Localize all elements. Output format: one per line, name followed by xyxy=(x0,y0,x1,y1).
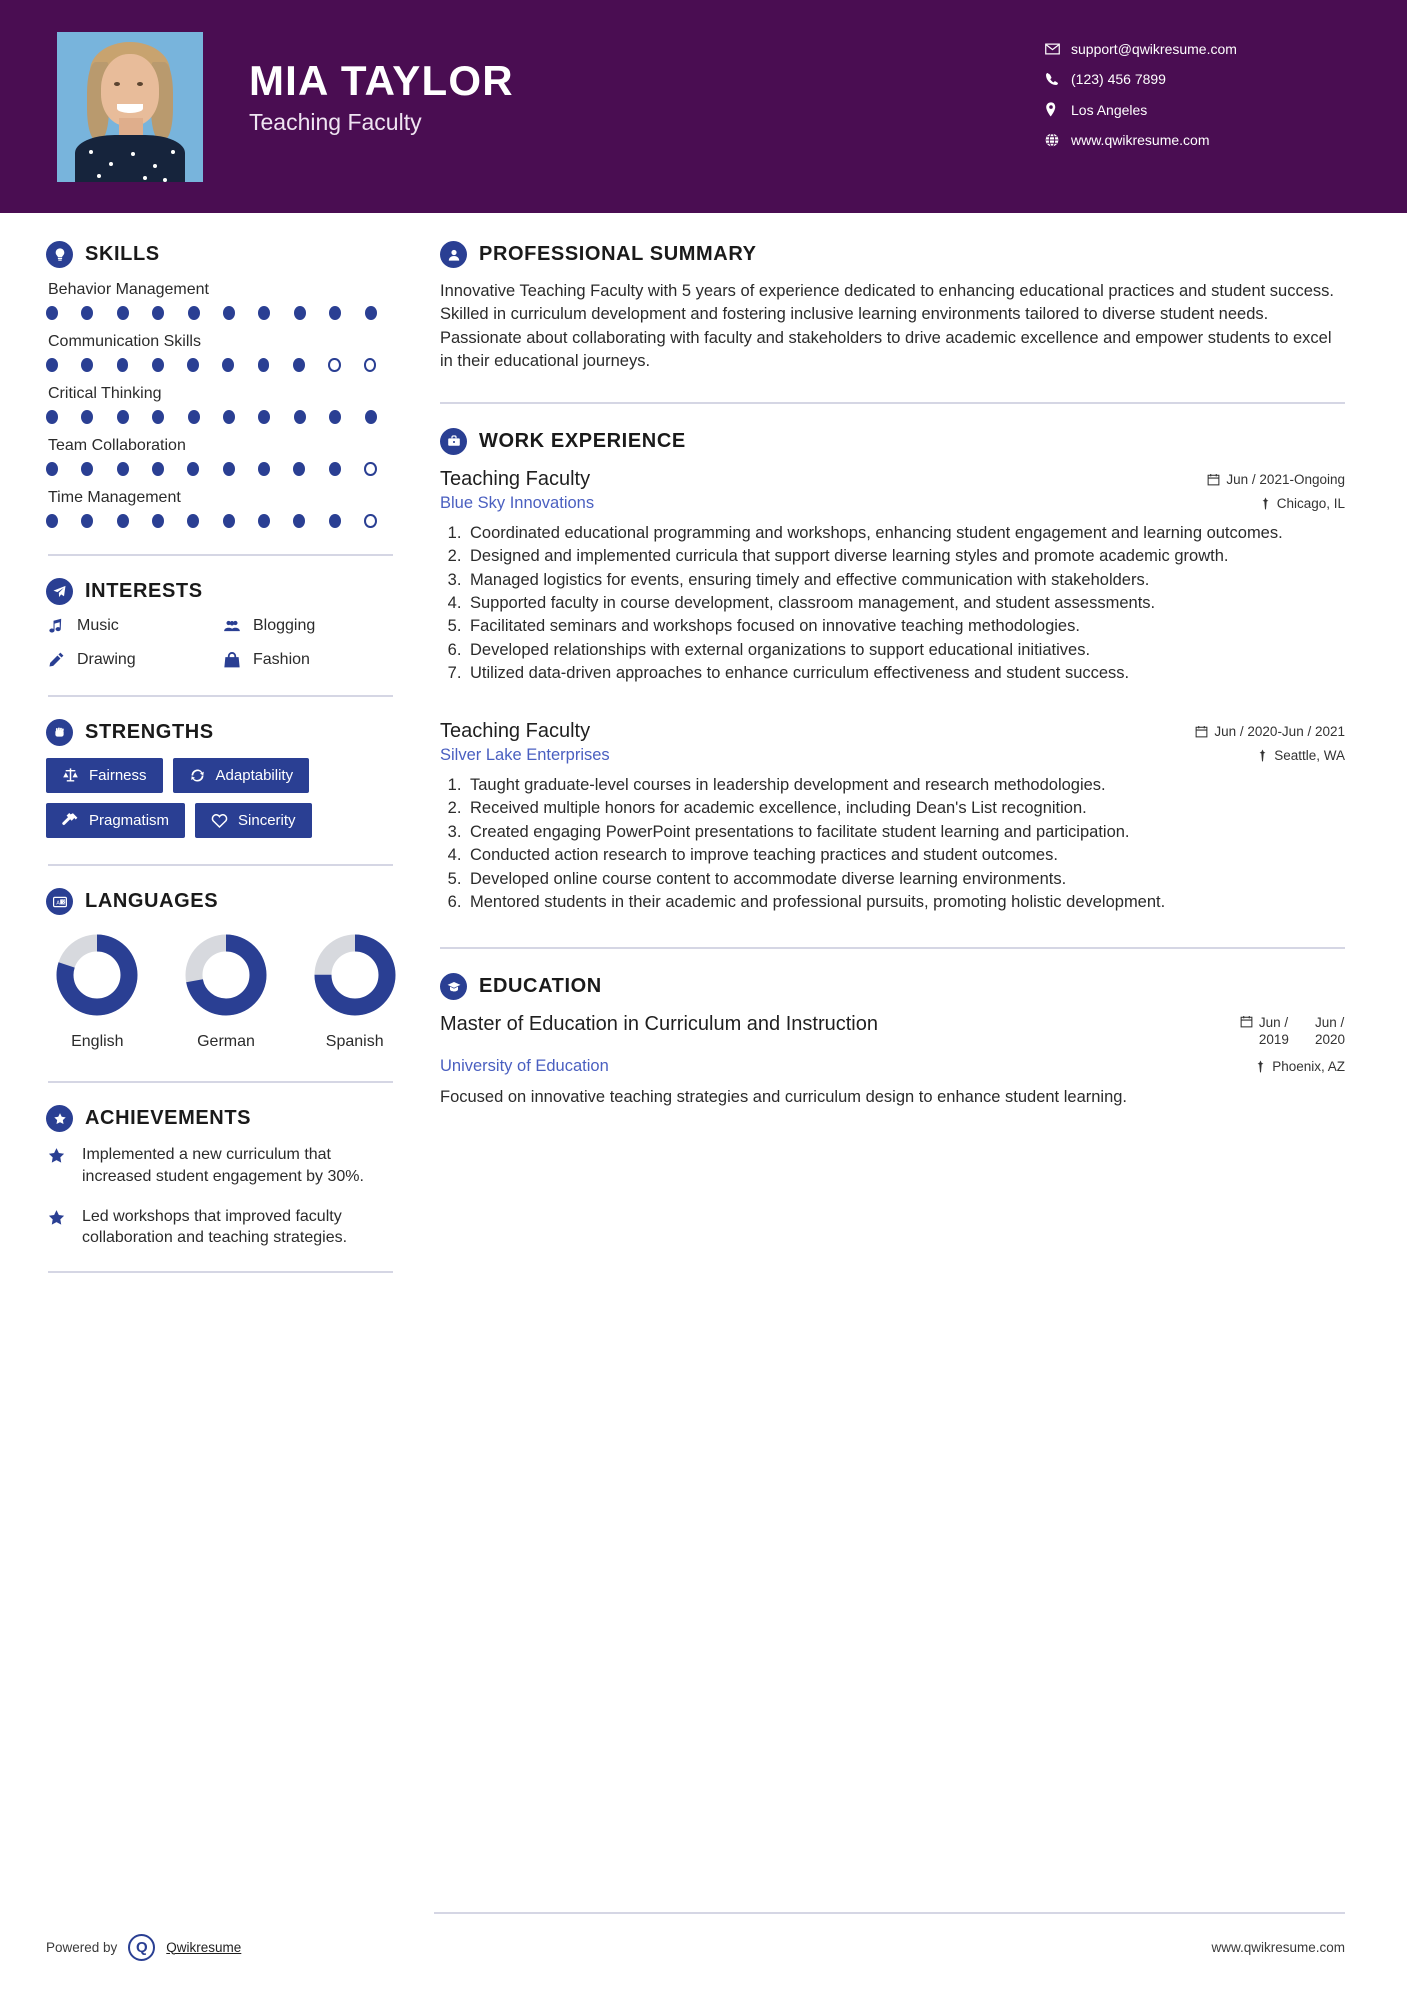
rating-dot-filled xyxy=(152,358,164,372)
interest-label: Drawing xyxy=(77,651,136,668)
interest-item xyxy=(222,617,400,635)
skill-rating xyxy=(46,306,400,320)
achievement-item xyxy=(46,1144,400,1188)
job-responsibility-list xyxy=(466,774,1345,914)
interest-label: Blogging xyxy=(253,617,316,634)
job-role-subtitle: Teaching Faculty xyxy=(249,109,422,136)
section-title-experience: WORK EXPERIENCE xyxy=(479,429,686,452)
job-location xyxy=(1257,748,1345,763)
language-item xyxy=(181,933,272,1051)
phone-icon xyxy=(1045,72,1067,86)
job-responsibility: 2. Received multiple honors for academic excellence, including Dean's List recognition. xyxy=(466,797,1345,819)
skill-rating xyxy=(46,358,400,372)
education-end-year: 2020 xyxy=(1314,1032,1345,1048)
rating-dot-filled xyxy=(152,306,164,320)
interests-list xyxy=(46,617,400,669)
page-title: MIA TAYLOR xyxy=(249,56,514,104)
rating-dot-filled xyxy=(46,514,58,528)
pencil-icon xyxy=(46,651,66,669)
section-title-achievements: ACHIEVEMENTS xyxy=(85,1107,252,1129)
education-end-label: Jun / xyxy=(1314,1015,1345,1031)
job-dates-value: Jun / 2021-Ongoing xyxy=(1226,471,1345,487)
briefcase-icon xyxy=(440,428,467,455)
summary-text: Innovative Teaching Faculty with 5 years of experience dedicated to enhancing educational practices and student success. Skilled in curriculum development and fostering inclusive learning environments tailored to diverse student needs. Passionate about collaborating with faculty and stakeholders to drive academic excellence and empower students to excel in their educational journeys. xyxy=(440,282,1334,371)
handbag-icon xyxy=(222,651,242,669)
rating-dot-filled xyxy=(258,410,270,424)
rating-dot-filled xyxy=(117,514,129,528)
rating-dot-filled xyxy=(329,410,341,424)
language-label: Spanish xyxy=(325,1033,384,1050)
section-title-strengths: STRENGTHS xyxy=(85,721,214,743)
svg-text:A: A xyxy=(55,899,60,906)
job-location xyxy=(1260,496,1345,511)
section-title-summary: PROFESSIONAL SUMMARY xyxy=(479,243,757,265)
interest-item xyxy=(46,651,222,669)
rating-dot-filled xyxy=(187,462,199,476)
footer-website[interactable]: www.qwikresume.com xyxy=(1211,1939,1345,1955)
rating-dot-filled xyxy=(294,410,306,424)
rating-dot-filled xyxy=(329,514,341,528)
paper-plane-icon xyxy=(46,578,73,605)
divider xyxy=(434,1912,1345,1914)
section-title-interests: INTERESTS xyxy=(85,580,203,602)
education-start-label: Jun / xyxy=(1258,1015,1289,1031)
rating-dot-filled xyxy=(152,514,164,528)
rating-dot-filled xyxy=(293,514,305,528)
rating-dot-filled xyxy=(46,358,58,372)
rating-dot-filled xyxy=(188,306,200,320)
section-header-interests xyxy=(46,578,400,605)
section-title-languages: LANGUAGES xyxy=(85,890,219,912)
rating-dot-filled xyxy=(46,306,58,320)
envelope-icon xyxy=(1045,43,1067,55)
rating-dot-filled xyxy=(329,462,341,476)
job-responsibility: 6. Developed relationships with external organizations to support educational initiatives. xyxy=(466,639,1345,661)
rating-dot-filled xyxy=(365,306,377,320)
job-location-value: Seattle, WA xyxy=(1274,747,1345,763)
rating-dot-filled xyxy=(294,306,306,320)
skill-rating xyxy=(46,410,400,424)
rating-dot-empty xyxy=(328,358,340,372)
achievements-list xyxy=(46,1144,400,1249)
rating-dot-filled xyxy=(293,462,305,476)
fist-icon xyxy=(46,719,73,746)
strength-chip xyxy=(46,758,163,793)
rating-dot-filled xyxy=(223,306,235,320)
job-responsibility: 3. Managed logistics for events, ensuring timely and effective communication with stakeholders. xyxy=(466,569,1345,591)
rating-dot-filled xyxy=(81,410,93,424)
job-responsibility: 1. Coordinated educational programming and workshops, enhancing student engagement and learning outcomes. xyxy=(466,522,1345,544)
rating-dot-filled xyxy=(81,306,93,320)
qwikresume-logo-icon: Q xyxy=(128,1934,155,1961)
job-responsibility: 6. Mentored students in their academic and professional pursuits, promoting holistic development. xyxy=(466,891,1345,913)
contact-phone-value: (123) 456 7899 xyxy=(1071,71,1166,87)
rating-dot-filled xyxy=(223,462,235,476)
strengths-list xyxy=(46,758,396,838)
divider xyxy=(48,1271,393,1273)
achievement-text: Implemented a new curriculum that increased student engagement by 30%. xyxy=(82,1146,364,1185)
skill-rating xyxy=(46,514,400,528)
contact-location-value: Los Angeles xyxy=(1071,101,1148,118)
strength-label: Fairness xyxy=(89,767,147,784)
divider xyxy=(440,947,1345,949)
scales-icon xyxy=(62,767,79,784)
rating-dot-filled xyxy=(117,306,129,320)
section-header-skills xyxy=(46,241,400,268)
education-start-year: 2019 xyxy=(1258,1032,1289,1048)
rating-dot-filled xyxy=(187,358,199,372)
job-dates xyxy=(1207,467,1345,487)
strength-chip xyxy=(173,758,310,793)
education-description: Focused on innovative teaching strategies and curriculum design to enhance student learning. xyxy=(440,1088,1128,1107)
job-company: Blue Sky Innovations xyxy=(440,493,595,512)
rating-dot-filled xyxy=(187,514,199,528)
education-dates xyxy=(1240,1012,1345,1049)
experience-entry xyxy=(440,719,1345,914)
rating-dot-filled xyxy=(258,462,270,476)
interest-item xyxy=(222,651,400,669)
main-content xyxy=(400,213,1407,1295)
sidebar xyxy=(0,213,400,1295)
rating-dot-filled xyxy=(46,410,58,424)
contact-list xyxy=(1045,42,1345,163)
rating-dot-filled xyxy=(117,410,129,424)
page-footer xyxy=(0,1904,1407,1990)
rating-dot-filled xyxy=(46,462,58,476)
rating-dot-filled xyxy=(117,358,129,372)
skill-rating xyxy=(46,462,400,476)
footer-branding xyxy=(46,1934,241,1961)
job-company: Silver Lake Enterprises xyxy=(440,745,610,764)
contact-email-value: support@qwikresume.com xyxy=(1071,41,1237,57)
language-item xyxy=(309,933,400,1051)
user-circle-icon xyxy=(440,241,467,268)
resume-body xyxy=(0,213,1407,1295)
strength-label: Pragmatism xyxy=(89,812,170,829)
job-responsibility: 3. Created engaging PowerPoint presentations to facilitate student learning and participation. xyxy=(466,821,1345,843)
job-title: Teaching Faculty xyxy=(440,719,591,742)
language-label: English xyxy=(71,1033,124,1050)
section-header-experience xyxy=(440,428,1345,455)
section-header-education xyxy=(440,973,1345,1000)
translate-icon xyxy=(46,888,73,915)
education-entry xyxy=(440,1012,1345,1109)
divider xyxy=(440,402,1345,404)
job-responsibility-list xyxy=(466,522,1345,685)
skill-label: Time Management xyxy=(48,489,181,506)
star-badge-icon xyxy=(46,1105,73,1132)
rating-dot-filled xyxy=(152,462,164,476)
rating-dot-filled xyxy=(81,462,93,476)
qwikresume-brand-link[interactable]: Qwikresume xyxy=(166,1939,242,1955)
achievement-text: Led workshops that improved faculty collaboration and teaching strategies. xyxy=(82,1207,348,1247)
lightbulb-icon xyxy=(46,241,73,268)
music-note-icon xyxy=(46,617,66,635)
interest-item xyxy=(46,617,222,635)
section-header-languages xyxy=(46,888,400,915)
achievement-star-icon xyxy=(46,1206,70,1250)
rating-dot-filled xyxy=(81,358,93,372)
contact-website[interactable] xyxy=(1045,133,1345,147)
rating-dot-filled xyxy=(223,410,235,424)
section-title-skills: SKILLS xyxy=(85,243,160,265)
profile-photo xyxy=(57,32,203,182)
strength-label: Adaptability xyxy=(215,767,294,784)
rating-dot-filled xyxy=(293,358,305,372)
divider xyxy=(48,864,393,866)
job-responsibility: 4. Conducted action research to improve teaching practices and student outcomes. xyxy=(466,844,1345,866)
education-school: University of Education xyxy=(440,1057,609,1076)
job-dates-value: Jun / 2020-Jun / 2021 xyxy=(1214,723,1345,739)
section-header-summary xyxy=(440,241,1345,268)
rating-dot-filled xyxy=(258,358,270,372)
skill-label: Team Collaboration xyxy=(48,437,186,454)
education-location-value: Phoenix, AZ xyxy=(1272,1059,1345,1075)
language-donut-chart xyxy=(184,933,268,1017)
job-title: Teaching Faculty xyxy=(440,467,591,490)
rating-dot-empty xyxy=(364,462,376,476)
skills-list xyxy=(46,281,400,528)
job-location-value: Chicago, IL xyxy=(1276,495,1345,511)
job-responsibility: 5. Developed online course content to accommodate diverse learning environments. xyxy=(466,868,1345,890)
location-pin-icon xyxy=(1045,102,1067,117)
section-title-education: EDUCATION xyxy=(479,975,602,998)
refresh-icon xyxy=(189,767,206,784)
divider xyxy=(48,695,393,697)
education-location xyxy=(1255,1059,1345,1074)
rating-dot-filled xyxy=(222,358,234,372)
name-block xyxy=(249,56,514,154)
language-label: German xyxy=(197,1033,255,1050)
rating-dot-filled xyxy=(117,462,129,476)
divider xyxy=(48,554,393,556)
contact-website-value: www.qwikresume.com xyxy=(1071,132,1210,148)
rating-dot-filled xyxy=(188,410,200,424)
skill-label: Communication Skills xyxy=(48,333,201,350)
education-degree: Master of Education in Curriculum and Instruction xyxy=(440,1013,878,1036)
job-responsibility: 5. Facilitated seminars and workshops focused on innovative teaching methodologies. xyxy=(466,615,1345,637)
languages-list xyxy=(46,933,400,1051)
experience-list xyxy=(440,467,1345,914)
job-dates xyxy=(1195,719,1345,739)
language-donut-chart xyxy=(55,933,139,1017)
job-responsibility: 4. Supported faculty in course development, classroom management, and student assessments. xyxy=(466,592,1345,614)
svg-text:文: 文 xyxy=(60,899,66,905)
contact-location xyxy=(1045,102,1345,117)
rating-dot-filled xyxy=(81,514,93,528)
education-list xyxy=(440,1012,1345,1109)
rating-dot-filled xyxy=(258,514,270,528)
graduation-cap-icon xyxy=(440,973,467,1000)
people-group-icon xyxy=(222,617,242,635)
experience-entry xyxy=(440,467,1345,685)
job-responsibility: 7. Utilized data-driven approaches to enhance curriculum effectiveness and student success. xyxy=(466,662,1345,684)
rating-dot-filled xyxy=(258,306,270,320)
globe-icon xyxy=(1045,133,1067,147)
skill-label: Behavior Management xyxy=(48,281,209,298)
divider xyxy=(48,1081,393,1083)
interest-label: Music xyxy=(77,617,119,634)
strength-chip xyxy=(46,803,185,838)
language-donut-chart xyxy=(313,933,397,1017)
rating-dot-filled xyxy=(329,306,341,320)
job-responsibility: 2. Designed and implemented curricula that support diverse learning styles and promote academic growth. xyxy=(466,545,1345,567)
job-responsibility: 1. Taught graduate-level courses in leadership development and research methodologies. xyxy=(466,774,1345,796)
rating-dot-filled xyxy=(152,410,164,424)
hammer-icon xyxy=(62,812,79,829)
interest-label: Fashion xyxy=(253,651,310,668)
powered-by-label: Powered by xyxy=(46,1939,118,1955)
rating-dot-empty xyxy=(364,358,376,372)
section-header-achievements xyxy=(46,1105,400,1132)
achievement-star-icon xyxy=(46,1144,70,1188)
contact-phone[interactable] xyxy=(1045,72,1345,86)
language-item xyxy=(52,933,143,1051)
skill-label: Critical Thinking xyxy=(48,385,162,402)
resume-header xyxy=(0,0,1407,213)
achievement-item xyxy=(46,1206,400,1250)
section-header-strengths xyxy=(46,719,400,746)
strength-chip xyxy=(195,803,312,838)
rating-dot-filled xyxy=(365,410,377,424)
heart-icon xyxy=(211,812,228,829)
rating-dot-filled xyxy=(223,514,235,528)
contact-email[interactable] xyxy=(1045,42,1345,56)
rating-dot-empty xyxy=(364,514,376,528)
strength-label: Sincerity xyxy=(238,812,296,829)
